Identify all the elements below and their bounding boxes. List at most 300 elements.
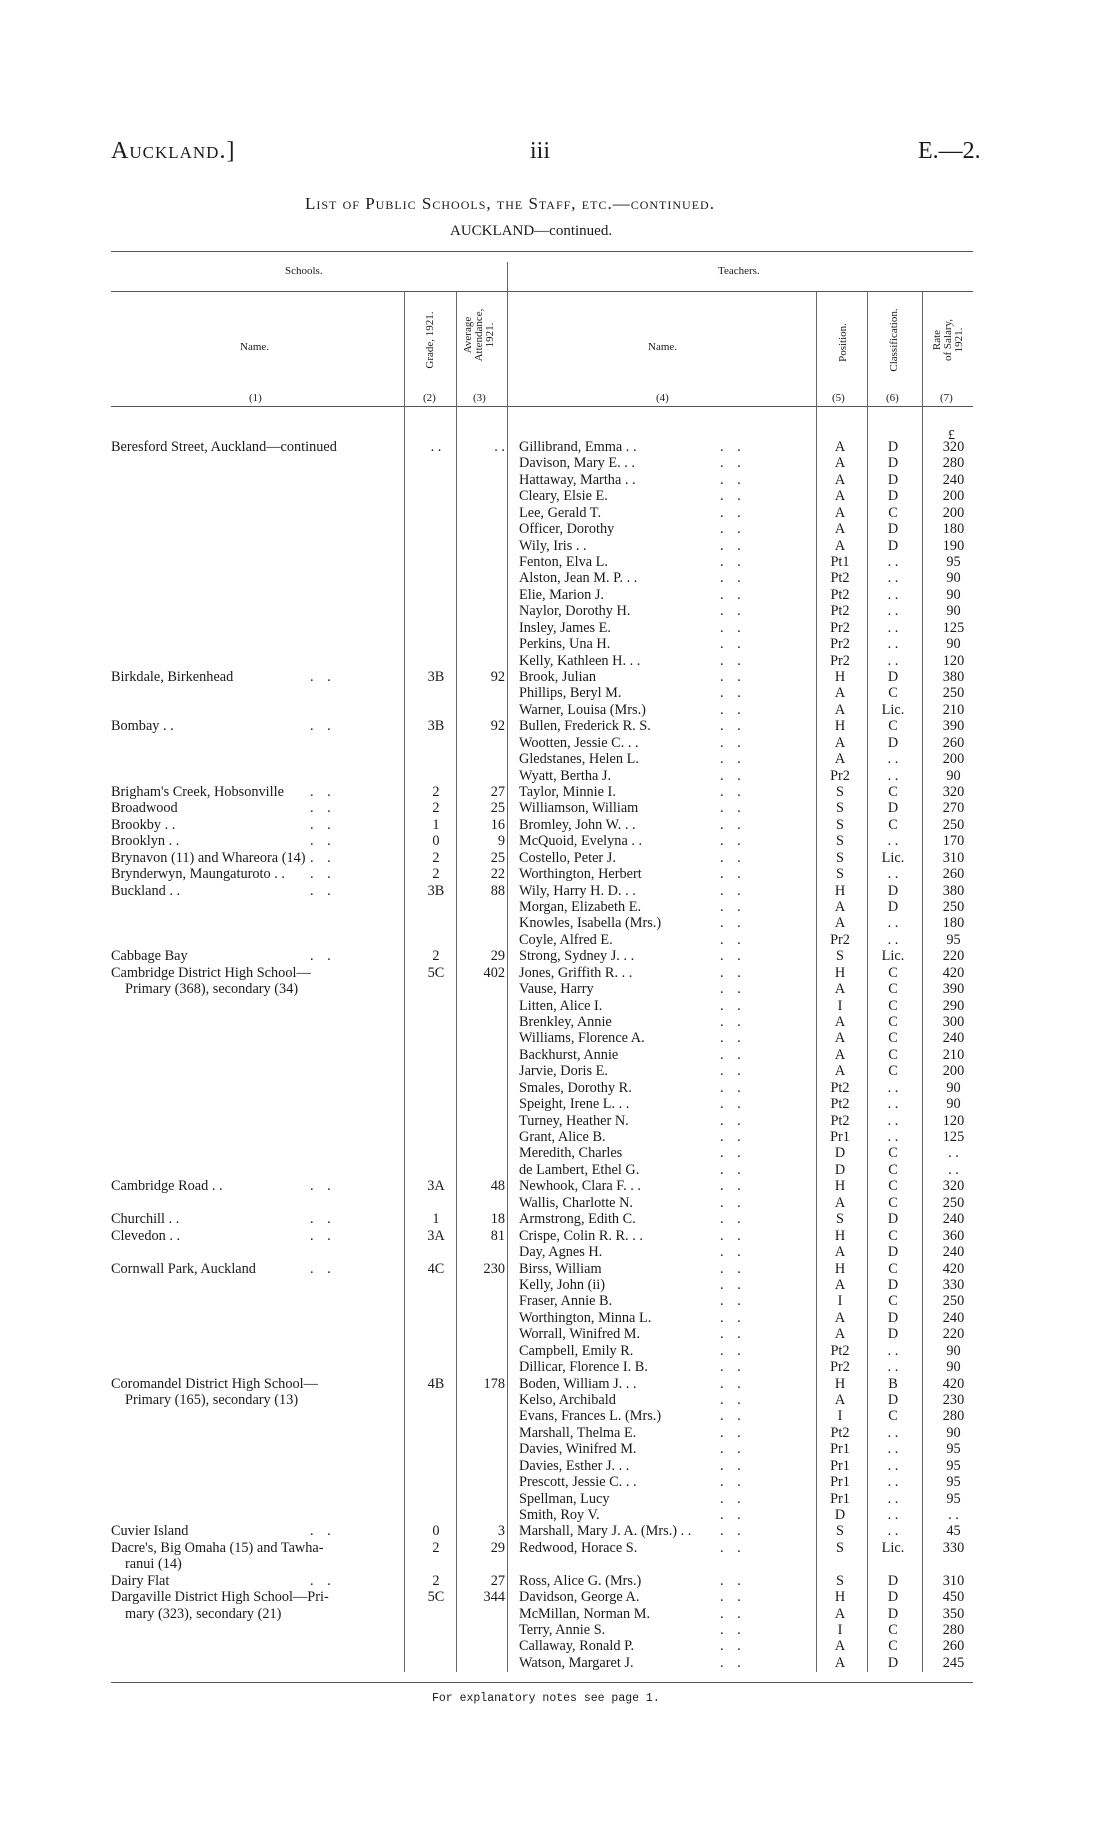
table-row (0, 915, 1114, 931)
leader-dots: . . (720, 1441, 746, 1458)
school-grade: 2 (432, 800, 440, 817)
leader-dots: . . (720, 948, 746, 965)
teacher-salary: 210 (942, 701, 965, 718)
leader-dots: . . (720, 488, 746, 505)
teacher-position: S (836, 816, 844, 833)
leader-dots: . . (720, 751, 746, 768)
teacher-name: Costello, Peter J. (519, 849, 616, 866)
teacher-classification: C (888, 1178, 898, 1195)
teacher-salary: 360 (942, 1227, 965, 1244)
teacher-salary: 220 (942, 1326, 965, 1343)
col-grade: Grade, 1921. (424, 311, 436, 369)
leader-dots: . . (310, 1178, 336, 1195)
teacher-salary: 90 (946, 586, 961, 603)
teacher-classification: . . (887, 586, 899, 603)
leader-dots: . . (720, 1359, 746, 1376)
leader-dots: . . (720, 997, 746, 1014)
teacher-name: Williams, Florence A. (519, 1030, 645, 1047)
table-row (0, 800, 1114, 816)
teacher-position: D (834, 1506, 846, 1523)
leader-dots: . . (720, 1424, 746, 1441)
teacher-classification: Lic. (881, 948, 905, 965)
teacher-position: Pt2 (830, 1079, 850, 1096)
teacher-salary: 420 (942, 1375, 965, 1392)
teacher-salary: 330 (942, 1276, 965, 1293)
table-row (0, 702, 1114, 718)
teacher-classification: D (887, 1276, 899, 1293)
teacher-name: Bullen, Frederick R. S. (519, 718, 651, 735)
table-row (0, 455, 1114, 471)
teacher-salary: 390 (942, 981, 965, 998)
teacher-salary: 250 (942, 1293, 965, 1310)
table-row (0, 1047, 1114, 1063)
teacher-classification: . . (887, 1096, 899, 1113)
teacher-name: Gledstanes, Helen L. (519, 751, 639, 768)
teacher-name: Grant, Alice B. (519, 1129, 606, 1146)
leader-dots: . . (310, 833, 336, 850)
school-name: Dargaville District High School—Pri- (111, 1589, 329, 1606)
teacher-position: S (836, 1523, 844, 1540)
teacher-salary: 95 (946, 554, 961, 570)
table-row (0, 1392, 1114, 1408)
school-attendance: 88 (490, 882, 505, 899)
teacher-name: Redwood, Horace S. (519, 1539, 638, 1556)
table-row (0, 1178, 1114, 1194)
teacher-name: Marshall, Mary J. A. (Mrs.) . . (519, 1523, 692, 1540)
leader-dots: . . (720, 504, 746, 521)
teacher-name: Callaway, Ronald P. (519, 1638, 635, 1655)
leader-dots: . . (720, 718, 746, 735)
table-row (0, 965, 1114, 981)
teacher-salary: 90 (946, 1079, 961, 1096)
table-row (0, 653, 1114, 669)
teacher-classification: . . (887, 767, 899, 784)
teacher-position: Pt2 (830, 1112, 850, 1129)
school-name: Birkdale, Birkenhead (111, 669, 234, 686)
school-attendance: 25 (490, 849, 505, 866)
group-rule (111, 291, 973, 292)
leader-dots: . . (720, 701, 746, 718)
teacher-name: Lee, Gerald T. (519, 504, 602, 521)
table-row (0, 521, 1114, 537)
teacher-position: H (834, 1227, 846, 1244)
teacher-classification: D (887, 1654, 899, 1671)
teacher-position: S (836, 1572, 844, 1589)
table-row (0, 669, 1114, 685)
leader-dots: . . (720, 1572, 746, 1589)
school-name: Cambridge Road . . (111, 1178, 223, 1195)
leader-dots: . . (720, 800, 746, 817)
leader-dots: . . (720, 1079, 746, 1096)
leader-dots: . . (720, 1589, 746, 1606)
teacher-classification: C (888, 1621, 898, 1638)
teacher-position: A (834, 1194, 846, 1211)
leader-dots: . . (720, 1523, 746, 1540)
teacher-name: Brook, Julian (519, 669, 597, 686)
teacher-position: Pr2 (830, 619, 850, 636)
school-name: mary (323), secondary (21) (125, 1605, 282, 1622)
teacher-name: Watson, Margaret J. (519, 1654, 634, 1671)
teacher-name: Brenkley, Annie (519, 1014, 612, 1031)
leader-dots: . . (310, 866, 336, 883)
teacher-salary: . . (948, 1145, 959, 1162)
teacher-position: S (836, 948, 844, 965)
school-attendance: 16 (490, 816, 505, 833)
teacher-name: Boden, William J. . . (519, 1375, 637, 1392)
table-row (0, 899, 1114, 915)
leader-dots: . . (720, 603, 746, 620)
teacher-salary: 240 (942, 1244, 965, 1261)
teacher-salary: 300 (942, 1014, 965, 1031)
table-row (0, 1014, 1114, 1030)
teacher-position: I (837, 1293, 843, 1310)
col-number-6: (6) (886, 392, 899, 404)
teacher-classification: D (887, 1244, 899, 1261)
school-attendance: 9 (497, 833, 505, 850)
teacher-salary: 220 (942, 948, 965, 965)
teacher-name: Terry, Annie S. (519, 1621, 606, 1638)
teacher-classification: C (888, 685, 898, 702)
table-row (0, 1080, 1114, 1096)
teacher-salary: 90 (946, 1342, 961, 1359)
leader-dots: . . (720, 1457, 746, 1474)
table-row (0, 1113, 1114, 1129)
teacher-position: Pt2 (830, 1424, 850, 1441)
school-name: Coromandel District High School— (111, 1375, 318, 1392)
teacher-salary: 420 (942, 1260, 965, 1277)
teacher-classification: . . (887, 931, 899, 948)
teacher-salary: 45 (946, 1523, 961, 1540)
school-attendance: 27 (490, 784, 505, 801)
teacher-name: Phillips, Beryl M. (519, 685, 622, 702)
school-grade: 2 (432, 948, 440, 965)
table-row (0, 1343, 1114, 1359)
teacher-position: A (834, 1309, 846, 1326)
table-row (0, 1622, 1114, 1638)
leader-dots: . . (720, 455, 746, 472)
table-row (0, 1096, 1114, 1112)
table-row (0, 1425, 1114, 1441)
teacher-salary: 380 (942, 882, 965, 899)
leader-dots: . . (720, 1030, 746, 1047)
group-teachers: Teachers. (718, 265, 760, 277)
teacher-salary: 200 (942, 1063, 965, 1080)
leader-dots: . . (720, 554, 746, 570)
teacher-position: S (836, 866, 844, 883)
footnote: For explanatory notes see page 1. (432, 1692, 660, 1705)
school-attendance: 402 (483, 964, 505, 981)
teacher-salary: 90 (946, 636, 961, 653)
teacher-position: H (834, 1260, 846, 1277)
teacher-name: Alston, Jean M. P. . . (519, 570, 638, 587)
table-row (0, 439, 1114, 455)
school-name: Brigham's Creek, Hobsonville (111, 784, 284, 801)
teacher-position: Pr2 (830, 636, 850, 653)
teacher-salary: 260 (942, 1638, 965, 1655)
teacher-position: Pr2 (830, 931, 850, 948)
school-attendance: 230 (483, 1260, 505, 1277)
header-left: Auckland.] (111, 138, 236, 164)
teacher-classification: D (887, 1391, 899, 1408)
teacher-classification: D (887, 1326, 899, 1343)
leader-dots: . . (720, 833, 746, 850)
leader-dots: . . (720, 849, 746, 866)
teacher-position: S (836, 849, 844, 866)
table-row (0, 1063, 1114, 1079)
teacher-name: Naylor, Dorothy H. (519, 603, 631, 620)
teacher-salary: 200 (942, 504, 965, 521)
teacher-name: Kelly, John (ii) (519, 1276, 606, 1293)
teacher-classification: . . (887, 833, 899, 850)
leader-dots: . . (720, 1309, 746, 1326)
teacher-classification: C (888, 1063, 898, 1080)
leader-dots: . . (720, 1046, 746, 1063)
teacher-position: A (834, 439, 846, 455)
teacher-salary: 120 (942, 1112, 965, 1129)
teacher-salary: 95 (946, 1474, 961, 1491)
teacher-position: Pr1 (830, 1490, 850, 1507)
teacher-classification: . . (887, 915, 899, 932)
teacher-salary: 270 (942, 800, 965, 817)
teacher-position: A (834, 1030, 846, 1047)
teacher-salary: 90 (946, 767, 961, 784)
teacher-classification: D (887, 800, 899, 817)
teacher-position: S (836, 1211, 844, 1228)
teacher-name: Campbell, Emily R. (519, 1342, 634, 1359)
teacher-salary: 170 (942, 833, 965, 850)
table-row (0, 1523, 1114, 1539)
teacher-salary: . . (948, 1506, 959, 1523)
school-attendance: 178 (483, 1375, 505, 1392)
teacher-classification: . . (887, 1490, 899, 1507)
teacher-salary: 280 (942, 1408, 965, 1425)
table-row (0, 603, 1114, 619)
teacher-position: A (834, 537, 846, 554)
teacher-name: Newhook, Clara F. . . (519, 1178, 641, 1195)
teacher-name: Davison, Mary E. . . (519, 455, 635, 472)
teacher-name: Meredith, Charles (519, 1145, 623, 1162)
teacher-position: A (834, 1391, 846, 1408)
teacher-name: Prescott, Jessie C. . . (519, 1474, 637, 1491)
col-number-3: (3) (473, 392, 486, 404)
teacher-position: D (834, 1145, 846, 1162)
leader-dots: . . (720, 899, 746, 916)
table-row (0, 1310, 1114, 1326)
teacher-salary: 230 (942, 1391, 965, 1408)
table-row (0, 850, 1114, 866)
teacher-classification: D (887, 488, 899, 505)
teacher-name: Crispe, Colin R. R. . . (519, 1227, 643, 1244)
teacher-position: Pr1 (830, 1474, 850, 1491)
teacher-name: Birss, William (519, 1260, 602, 1277)
teacher-salary: 245 (942, 1654, 965, 1671)
leader-dots: . . (720, 1063, 746, 1080)
school-name: Clevedon . . (111, 1227, 181, 1244)
teacher-name: Gillibrand, Emma . . (519, 439, 637, 455)
table-bottom-rule (111, 1682, 973, 1683)
teacher-salary: 240 (942, 1309, 965, 1326)
table-row (0, 932, 1114, 948)
teacher-position: A (834, 1326, 846, 1343)
leader-dots: . . (310, 882, 336, 899)
leader-dots: . . (720, 882, 746, 899)
leader-dots: . . (720, 537, 746, 554)
teacher-name: Fenton, Elva L. (519, 554, 608, 570)
school-name: Beresford Street, Auckland—continued (111, 439, 337, 455)
table-row (0, 538, 1114, 554)
teacher-name: Taylor, Minnie I. (519, 784, 616, 801)
teacher-position: A (834, 504, 846, 521)
teacher-classification: . . (887, 1523, 899, 1540)
teacher-position: S (836, 800, 844, 817)
school-grade: 0 (432, 833, 440, 850)
teacher-classification: C (888, 816, 898, 833)
teacher-salary: 390 (942, 718, 965, 735)
teacher-name: Backhurst, Annie (519, 1046, 619, 1063)
teacher-salary: 190 (942, 537, 965, 554)
teacher-classification: C (888, 718, 898, 735)
leader-dots: . . (310, 816, 336, 833)
teacher-salary: 90 (946, 603, 961, 620)
table-row (0, 1129, 1114, 1145)
leader-dots: . . (720, 1211, 746, 1228)
table-row (0, 981, 1114, 997)
leader-dots: . . (720, 1112, 746, 1129)
teacher-name: Vause, Harry (519, 981, 594, 998)
leader-dots: . . (310, 1523, 336, 1540)
teacher-position: A (834, 751, 846, 768)
teacher-position: A (834, 734, 846, 751)
teacher-classification: C (888, 784, 898, 801)
teacher-position: H (834, 882, 846, 899)
school-attendance: 81 (490, 1227, 505, 1244)
school-name: Cuvier Island (111, 1523, 189, 1540)
teacher-classification: D (887, 1211, 899, 1228)
teacher-classification: C (888, 1145, 898, 1162)
teacher-name: Perkins, Una H. (519, 636, 611, 653)
teacher-salary: 250 (942, 685, 965, 702)
leader-dots: . . (720, 586, 746, 603)
table-row (0, 768, 1114, 784)
table-row (0, 1326, 1114, 1342)
teacher-position: I (837, 1408, 843, 1425)
header-bottom-rule (111, 406, 973, 407)
teacher-classification: Lic. (881, 1539, 905, 1556)
leader-dots: . . (720, 1326, 746, 1343)
school-grade: 2 (432, 784, 440, 801)
teacher-classification: . . (887, 1342, 899, 1359)
teacher-position: Pr1 (830, 1129, 850, 1146)
col-classification: Classification. (888, 308, 900, 372)
leader-dots: . . (310, 669, 336, 686)
leader-dots: . . (310, 784, 336, 801)
school-grade: 4B (427, 1375, 445, 1392)
table-row (0, 1573, 1114, 1589)
leader-dots: . . (720, 1654, 746, 1671)
teacher-classification: . . (887, 1506, 899, 1523)
col-attendance-line3: 1921. (484, 322, 496, 348)
school-name: Brookby . . (111, 816, 176, 833)
page-subtitle: AUCKLAND—continued. (450, 223, 613, 239)
teacher-classification: D (887, 734, 899, 751)
leader-dots: . . (720, 521, 746, 538)
teacher-name: Armstrong, Edith C. (519, 1211, 636, 1228)
teacher-position: H (834, 1375, 846, 1392)
table-row (0, 1277, 1114, 1293)
teacher-name: Kelso, Archibald (519, 1391, 616, 1408)
school-name: Brynderwyn, Maungaturoto . . (111, 866, 285, 883)
school-name: Dairy Flat (111, 1572, 170, 1589)
teacher-classification: B (888, 1375, 898, 1392)
table-row (0, 620, 1114, 636)
table-row (0, 948, 1114, 964)
leader-dots: . . (720, 1638, 746, 1655)
col-school-name: Name. (240, 341, 270, 353)
teacher-name: Turney, Heather N. (519, 1112, 629, 1129)
teacher-position: A (834, 1014, 846, 1031)
table-row (0, 505, 1114, 521)
teacher-salary: 125 (942, 619, 965, 636)
teacher-name: Knowles, Isabella (Mrs.) (519, 915, 662, 932)
school-grade: 1 (432, 816, 440, 833)
table-row (0, 784, 1114, 800)
table-row (0, 1408, 1114, 1424)
page-number: iii (530, 138, 551, 164)
teacher-position: Pt2 (830, 570, 850, 587)
school-name: ranui (14) (125, 1556, 182, 1573)
teacher-position: Pt2 (830, 1096, 850, 1113)
teacher-salary: 125 (942, 1129, 965, 1146)
col-number-7: (7) (940, 392, 953, 404)
teacher-classification: Lic. (881, 849, 905, 866)
school-attendance: 27 (490, 1572, 505, 1589)
teacher-name: Davies, Esther J. . . (519, 1457, 630, 1474)
leader-dots: . . (720, 1293, 746, 1310)
teacher-name: Officer, Dorothy (519, 521, 615, 538)
teacher-classification: D (887, 1589, 899, 1606)
teacher-classification: D (887, 455, 899, 472)
school-grade: 3B (427, 882, 445, 899)
school-grade: 3B (427, 718, 445, 735)
teacher-salary: 450 (942, 1589, 965, 1606)
teacher-position: A (834, 1605, 846, 1622)
teacher-name: Cleary, Elsie E. (519, 488, 608, 505)
leader-dots: . . (720, 1539, 746, 1556)
teacher-classification: C (888, 504, 898, 521)
teacher-name: Day, Agnes H. (519, 1244, 603, 1261)
school-attendance: 18 (490, 1211, 505, 1228)
table-row (0, 751, 1114, 767)
table-row (0, 1162, 1114, 1178)
teacher-classification: . . (887, 1424, 899, 1441)
teacher-salary: . . (948, 1161, 959, 1178)
table-row (0, 1458, 1114, 1474)
teacher-classification: D (887, 1572, 899, 1589)
teacher-name: Dillicar, Florence I. B. (519, 1359, 648, 1376)
teacher-position: A (834, 1244, 846, 1261)
teacher-classification: C (888, 981, 898, 998)
leader-dots: . . (720, 1474, 746, 1491)
table-row (0, 735, 1114, 751)
leader-dots: . . (720, 1276, 746, 1293)
table-row (0, 570, 1114, 586)
school-grade: 3A (427, 1178, 445, 1195)
teacher-classification: . . (887, 652, 899, 669)
school-grade: 2 (432, 849, 440, 866)
table-row (0, 1261, 1114, 1277)
teacher-position: H (834, 964, 846, 981)
table-row (0, 1655, 1114, 1671)
